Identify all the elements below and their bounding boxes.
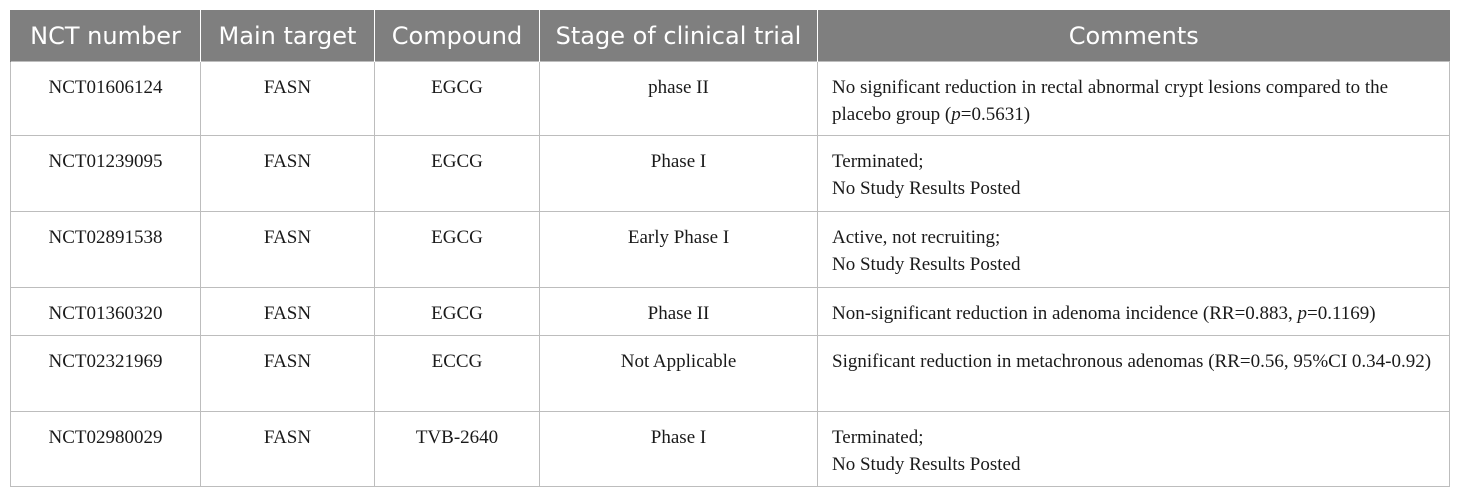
cell-compound: EGCG [375,62,540,136]
cell-compound: EGCG [375,136,540,212]
comment-p-italic: p [951,104,961,125]
cell-target: FASN [201,136,375,212]
cell-compound: TVB-2640 [375,412,540,487]
cell-stage: Not Applicable [540,336,818,412]
cell-nct: NCT01606124 [11,62,201,136]
header-stage: Stage of clinical trial [540,10,818,62]
table-header [11,10,1450,62]
cell-comment [818,62,1450,136]
table-row [11,62,1450,136]
cell-target: FASN [201,336,375,412]
cell-comment [818,412,1450,487]
cell-target: FASN [201,62,375,136]
cell-stage: Phase II [540,288,818,336]
comment-text: Non-significant reduction in adenoma incidence (RR=0.883, [832,303,1298,324]
header-comments: Comments [818,10,1450,62]
cell-target: FASN [201,212,375,288]
header-main-target: Main target [201,10,375,62]
comment-text-end: =0.1169) [1307,303,1376,324]
cell-nct: NCT01239095 [11,136,201,212]
comment-line-1: Active, not recruiting; [832,227,1001,248]
table-row [11,212,1450,288]
cell-target: FASN [201,288,375,336]
table-row [11,136,1450,212]
cell-stage: Phase I [540,136,818,212]
comment-text-end: =0.5631) [960,104,1031,125]
clinical-trials-table-container [10,10,1449,487]
table-row [11,288,1450,336]
cell-target: FASN [201,412,375,487]
comment-text: No significant reduction in rectal abnormal crypt lesions compared to the placebo group ( [832,77,1389,125]
comment-line-2: No Study Results Posted [832,454,1021,475]
table-body [11,62,1450,487]
comment-line-1: Terminated; [832,427,924,448]
cell-nct: NCT02321969 [11,336,201,412]
table-row [11,412,1450,487]
cell-stage: Early Phase I [540,212,818,288]
comment-line-1: Terminated; [832,151,924,172]
header-compound: Compound [375,10,540,62]
cell-stage: phase II [540,62,818,136]
cell-comment [818,136,1450,212]
comment-p-italic: p [1297,303,1308,324]
cell-stage: Phase I [540,412,818,487]
cell-nct: NCT02980029 [11,412,201,487]
cell-nct: NCT02891538 [11,212,201,288]
cell-compound: ECCG [375,336,540,412]
header-nct-number: NCT number [11,10,201,62]
cell-comment [818,212,1450,288]
clinical-trials-table [10,10,1450,487]
cell-compound: EGCG [375,212,540,288]
header-row [11,10,1450,62]
table-row [11,336,1450,412]
cell-comment [818,288,1450,336]
cell-compound: EGCG [375,288,540,336]
cell-nct: NCT01360320 [11,288,201,336]
cell-comment: Significant reduction in metachronous adenomas (RR=0.56, 95%CI 0.34-0.92) [818,336,1450,412]
comment-line-2: No Study Results Posted [832,254,1021,275]
comment-line-2: No Study Results Posted [832,178,1021,199]
